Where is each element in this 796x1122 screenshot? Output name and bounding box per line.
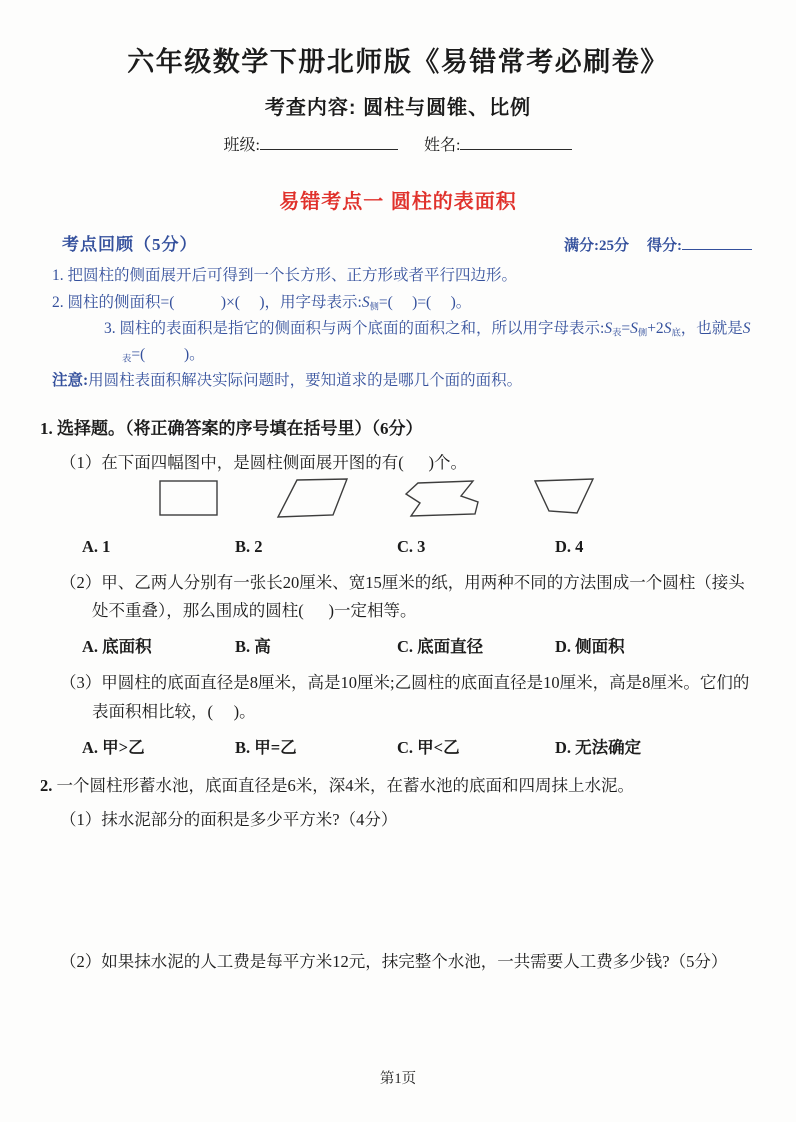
class-blank[interactable] [260, 134, 398, 150]
option-d[interactable]: D. 4 [555, 536, 584, 556]
option-b[interactable]: B. 高 [235, 637, 271, 657]
question1-1-text: （1）在下面四幅图中，是圆柱侧面展开图的有( )个。 [60, 452, 467, 472]
exam-subtitle: 考查内容: 圆柱与圆锥、比例 [264, 97, 532, 120]
option-a[interactable]: A. 甲>乙 [82, 738, 145, 758]
score-line [564, 234, 752, 255]
review-title: 考点回顾（5分） [62, 235, 198, 255]
review-item-1: 1. 把圆柱的侧面展开后可得到一个长方形、正方形或者平行四边形。 [52, 267, 518, 285]
question1-stem: 1. 选择题。（将正确答案的序号填在括号里）（6分） [40, 418, 423, 438]
student-info-row [0, 132, 796, 155]
question1-2-text: （2）甲、乙两人分别有一张长20厘米、宽15厘米的纸，用两种不同的方法围成一个圆柱（接头处不重叠），那么围成的圆柱( )一定相等。 [60, 572, 745, 620]
option-a[interactable]: A. 1 [82, 536, 111, 556]
notched-ribbon-figure [401, 477, 483, 521]
option-b[interactable]: B. 2 [235, 536, 263, 556]
review-note: 注意:用圆柱表面积解决实际问题时，要知道求的是哪几个面的面积。 [52, 372, 523, 390]
score-label: 得分: [647, 238, 682, 255]
option-d[interactable]: D. 侧面积 [555, 637, 625, 657]
review-item-3: 3. 圆柱的表面积是指它的侧面积与两个底面的面积之和，所以用字母表示:S表=S侧+2S底，也就是S表=( )。 [104, 320, 751, 365]
question2-1-text: （1）抹水泥部分的面积是多少平方米?（4分） [60, 810, 398, 830]
review-header [0, 230, 796, 255]
option-c[interactable]: C. 甲<乙 [397, 738, 460, 758]
trapezoid-figure [533, 477, 597, 521]
option-c[interactable]: C. 3 [397, 536, 426, 556]
question2-number: 2. [40, 776, 53, 796]
section-heading: 易错考点一 圆柱的表面积 [279, 191, 517, 214]
answer-space-q2-1[interactable] [0, 830, 796, 938]
question1-3-options [0, 734, 796, 758]
question2-stem: 2. 一个圆柱形蓄水池，底面直径是6米，深4米，在蓄水池的底面和四周抹上水泥。 [40, 776, 634, 796]
review-body [0, 263, 796, 393]
parallelogram-figure [274, 477, 354, 521]
question1-3-text: （3）甲圆柱的底面直径是8厘米，高是10厘米;乙圆柱的底面直径是10厘米，高是8厘米。它们的表面积相比较，( )。 [60, 673, 750, 721]
name-blank[interactable] [460, 134, 572, 150]
question1-1-figures [0, 477, 796, 529]
class-label: 班级: [223, 137, 260, 155]
rectangle-figure [158, 477, 220, 521]
question2-2-text: （2）如果抹水泥的人工费是每平方米12元，抹完整个水池，一共需要人工费多少钱?（5分） [60, 952, 728, 972]
option-c[interactable]: C. 底面直径 [397, 637, 484, 657]
option-b[interactable]: B. 甲=乙 [235, 738, 297, 758]
page-title: 六年级数学下册北师版《易错常考必刷卷》 [127, 47, 669, 77]
full-score-label: 满分:25分 [564, 238, 629, 255]
page-number: 第1页 [379, 1071, 417, 1087]
option-a[interactable]: A. 底面积 [82, 637, 152, 657]
score-blank[interactable] [682, 236, 752, 250]
name-label: 姓名: [424, 137, 461, 155]
question1-1-options [0, 537, 796, 557]
review-item-2: 2. 圆柱的侧面积=( )×( )，用字母表示:S侧=( )=( )。 [52, 293, 472, 313]
option-d[interactable]: D. 无法确定 [555, 738, 642, 758]
question1-2-options [0, 633, 796, 657]
